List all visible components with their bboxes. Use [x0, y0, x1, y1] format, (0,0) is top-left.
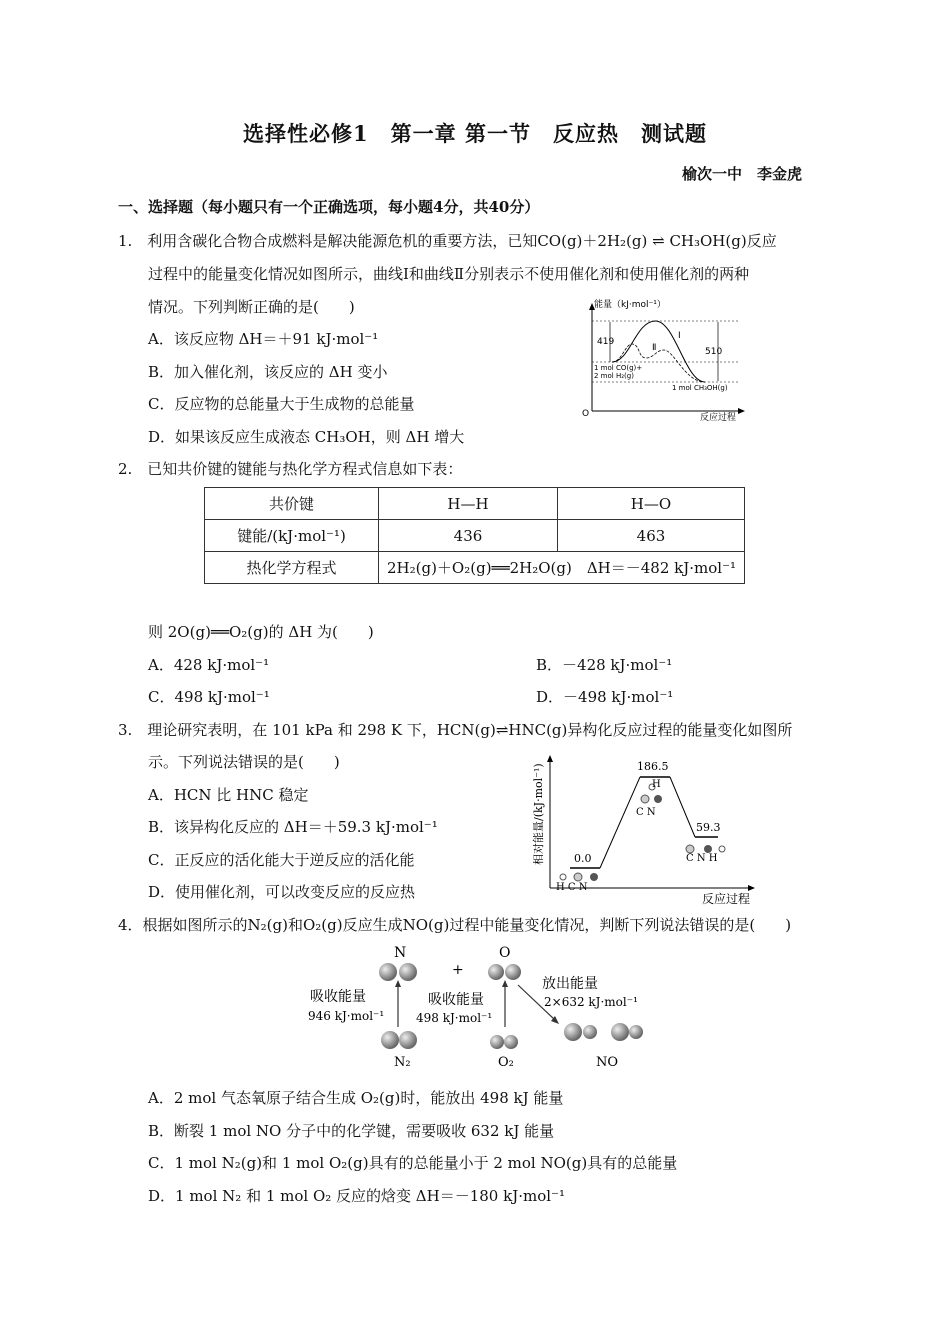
q1-fig-reactants1: 1 mol CO(g)+: [594, 364, 643, 372]
q3-fig-v0: 0.0: [574, 852, 592, 865]
atom-c: [686, 845, 694, 853]
q4-option-c: C．1 mol N₂(g)和 1 mol O₂(g)具有的总能量小于 2 mol NO(g)具有的总能量: [148, 1154, 678, 1172]
table-cell: 键能/(kJ·mol⁻¹): [205, 520, 379, 552]
q3-option-d: D．使用催化剂，可以改变反应的反应热: [148, 883, 416, 901]
q3-fig-ylabel: 相对能量/(kJ·mol⁻¹): [532, 763, 545, 865]
atom-c: [641, 795, 649, 803]
table-cell: H—H: [379, 488, 558, 520]
q4-option-d: D．1 mol N₂ 和 1 mol O₂ 反应的焓变 ΔH＝－180 kJ·mol⁻¹: [148, 1187, 565, 1205]
q3-fig-v2: 59.3: [696, 821, 721, 834]
q4-fig-n: N: [394, 945, 407, 961]
q2-option-a: A．428 kJ·mol⁻¹: [148, 656, 270, 674]
table-row: [205, 552, 745, 584]
q4-bond-diagram: [300, 940, 660, 1075]
q2-ask: 则 2O(g)══O₂(g)的 ΔH 为( ): [148, 623, 374, 641]
q4-fig-abs1v: 946 kJ·mol⁻¹: [308, 1009, 385, 1023]
q1-fig-curve1: Ⅰ: [678, 331, 681, 341]
q4-stem: 4．根据如图所示的N₂(g)和O₂(g)反应生成NO(g)过程中能量变化情况，判断下列说法错误的是( ): [118, 916, 792, 934]
q3-option-b: B．该异构化反应的 ΔH＝＋59.3 kJ·mol⁻¹: [148, 818, 438, 836]
q3-option-a: A．HCN 比 HNC 稳定: [148, 786, 309, 804]
q1-fig-product: 1 mol CH₃OH(g): [672, 384, 728, 392]
atom-c: [574, 873, 582, 881]
q4-fig-release: 放出能量: [542, 976, 598, 992]
q2-option-b: B．－428 kJ·mol⁻¹: [536, 656, 673, 674]
q1-fig-419: 419: [597, 337, 615, 347]
q4-fig-o2: O₂: [498, 1055, 514, 1070]
q3-fig-hnc: C N H: [686, 853, 718, 864]
author: 榆次一中 李金虎: [681, 165, 802, 183]
q2-stem: 2. 已知共价键的键能与热化学方程式信息如下表：: [118, 460, 463, 478]
q4-fig-no: NO: [596, 1055, 619, 1070]
q1-fig-origin: O: [582, 409, 590, 419]
q3-fig-ts2: C N: [636, 807, 656, 818]
q1-stem-3: 情况。下列判断正确的是( ): [148, 298, 355, 316]
q3-option-c: C．正反应的活化能大于逆反应的活化能: [148, 851, 415, 869]
atom-n: [590, 873, 598, 881]
atom-n: [654, 795, 662, 803]
atom-n: [564, 1023, 582, 1041]
q3-fig-v1: 186.5: [637, 760, 669, 773]
q1-fig-510: 510: [705, 347, 723, 357]
q4-fig-abs1: 吸收能量: [310, 989, 366, 1005]
q1-stem-1: 1. 利用含碳化合物合成燃料是解决能源危机的重要方法，已知CO(g)＋2H₂(g) ⇌ CH₃OH(g)反应: [118, 232, 777, 250]
atom-o: [504, 1035, 518, 1049]
atom-n: [611, 1023, 629, 1041]
q1-fig-curve2: Ⅱ: [652, 343, 657, 353]
atom-n: [381, 1031, 399, 1049]
table-cell: 463: [558, 520, 745, 552]
q4-fig-plus: +: [452, 962, 464, 978]
atom-h: [719, 846, 725, 852]
atom-n: [704, 845, 712, 853]
atom-n: [399, 963, 417, 981]
q3-fig-hcn: H C N: [556, 882, 588, 893]
table-cell: H—O: [558, 488, 745, 520]
bond-energy-table: [204, 487, 745, 584]
q1-option-a: A．该反应物 ΔH＝＋91 kJ·mol⁻¹: [148, 330, 379, 348]
q2-option-d: D．－498 kJ·mol⁻¹: [536, 688, 674, 706]
q1-fig-reactants2: 2 mol H₂(g): [594, 372, 634, 380]
q1-fig-ylabel: 能量（kJ·mol⁻¹）: [594, 300, 666, 310]
q4-option-a: A．2 mol 气态氧原子结合生成 O₂(g)时，能放出 498 kJ 能量: [148, 1089, 564, 1107]
table-row: [205, 520, 745, 552]
q4-fig-abs2v: 498 kJ·mol⁻¹: [416, 1011, 493, 1025]
page-title: 选择性必修1 第一章 第一节 反应热 测试题: [243, 121, 707, 146]
section-heading: 一、选择题（每小题只有一个正确选项，每小题4分，共40分）: [118, 198, 540, 216]
table-cell: 436: [379, 520, 558, 552]
q4-option-b: B．断裂 1 mol NO 分子中的化学键，需要吸收 632 kJ 能量: [148, 1122, 555, 1140]
atom-n: [379, 963, 397, 981]
table-cell: 2H₂(g)＋O₂(g)══2H₂O(g) ΔH＝－482 kJ·mol⁻¹: [379, 552, 745, 584]
q3-energy-diagram: [530, 755, 760, 905]
q3-stem-1: 3. 理论研究表明，在 101 kPa 和 298 K 下，HCN(g)⇌HNC(g)异构化反应过程的能量变化如图所: [118, 721, 793, 739]
q1-fig-xlabel: 反应过程: [700, 413, 737, 423]
atom-o: [490, 1035, 504, 1049]
atom-o: [583, 1025, 597, 1039]
q3-stem-2: 示。下列说法错误的是( ): [148, 753, 340, 771]
q4-fig-o: O: [499, 945, 511, 961]
q3-fig-ts: H: [652, 779, 661, 790]
q4-fig-releasev: 2×632 kJ·mol⁻¹: [544, 995, 638, 1009]
atom-h: [560, 874, 566, 880]
q1-option-d: D．如果该反应生成液态 CH₃OH，则 ΔH 增大: [148, 428, 465, 446]
table-row: [205, 488, 745, 520]
table-cell: 热化学方程式: [205, 552, 379, 584]
atom-n: [399, 1031, 417, 1049]
atom-o: [505, 964, 521, 980]
q2-option-c: C．498 kJ·mol⁻¹: [148, 688, 270, 706]
q1-energy-diagram: [580, 298, 750, 423]
q1-option-b: B．加入催化剂，该反应的 ΔH 变小: [148, 363, 388, 381]
q4-fig-abs2: 吸收能量: [428, 992, 484, 1008]
q4-fig-n2: N₂: [394, 1055, 411, 1070]
q1-stem-2: 过程中的能量变化情况如图所示，曲线Ⅰ和曲线Ⅱ分别表示不使用催化剂和使用催化剂的两种: [148, 265, 750, 283]
atom-o: [488, 964, 504, 980]
q1-option-c: C．反应物的总能量大于生成物的总能量: [148, 395, 415, 413]
table-cell: 共价键: [205, 488, 379, 520]
q3-fig-xlabel: 反应过程: [702, 892, 751, 906]
atom-o: [629, 1025, 643, 1039]
